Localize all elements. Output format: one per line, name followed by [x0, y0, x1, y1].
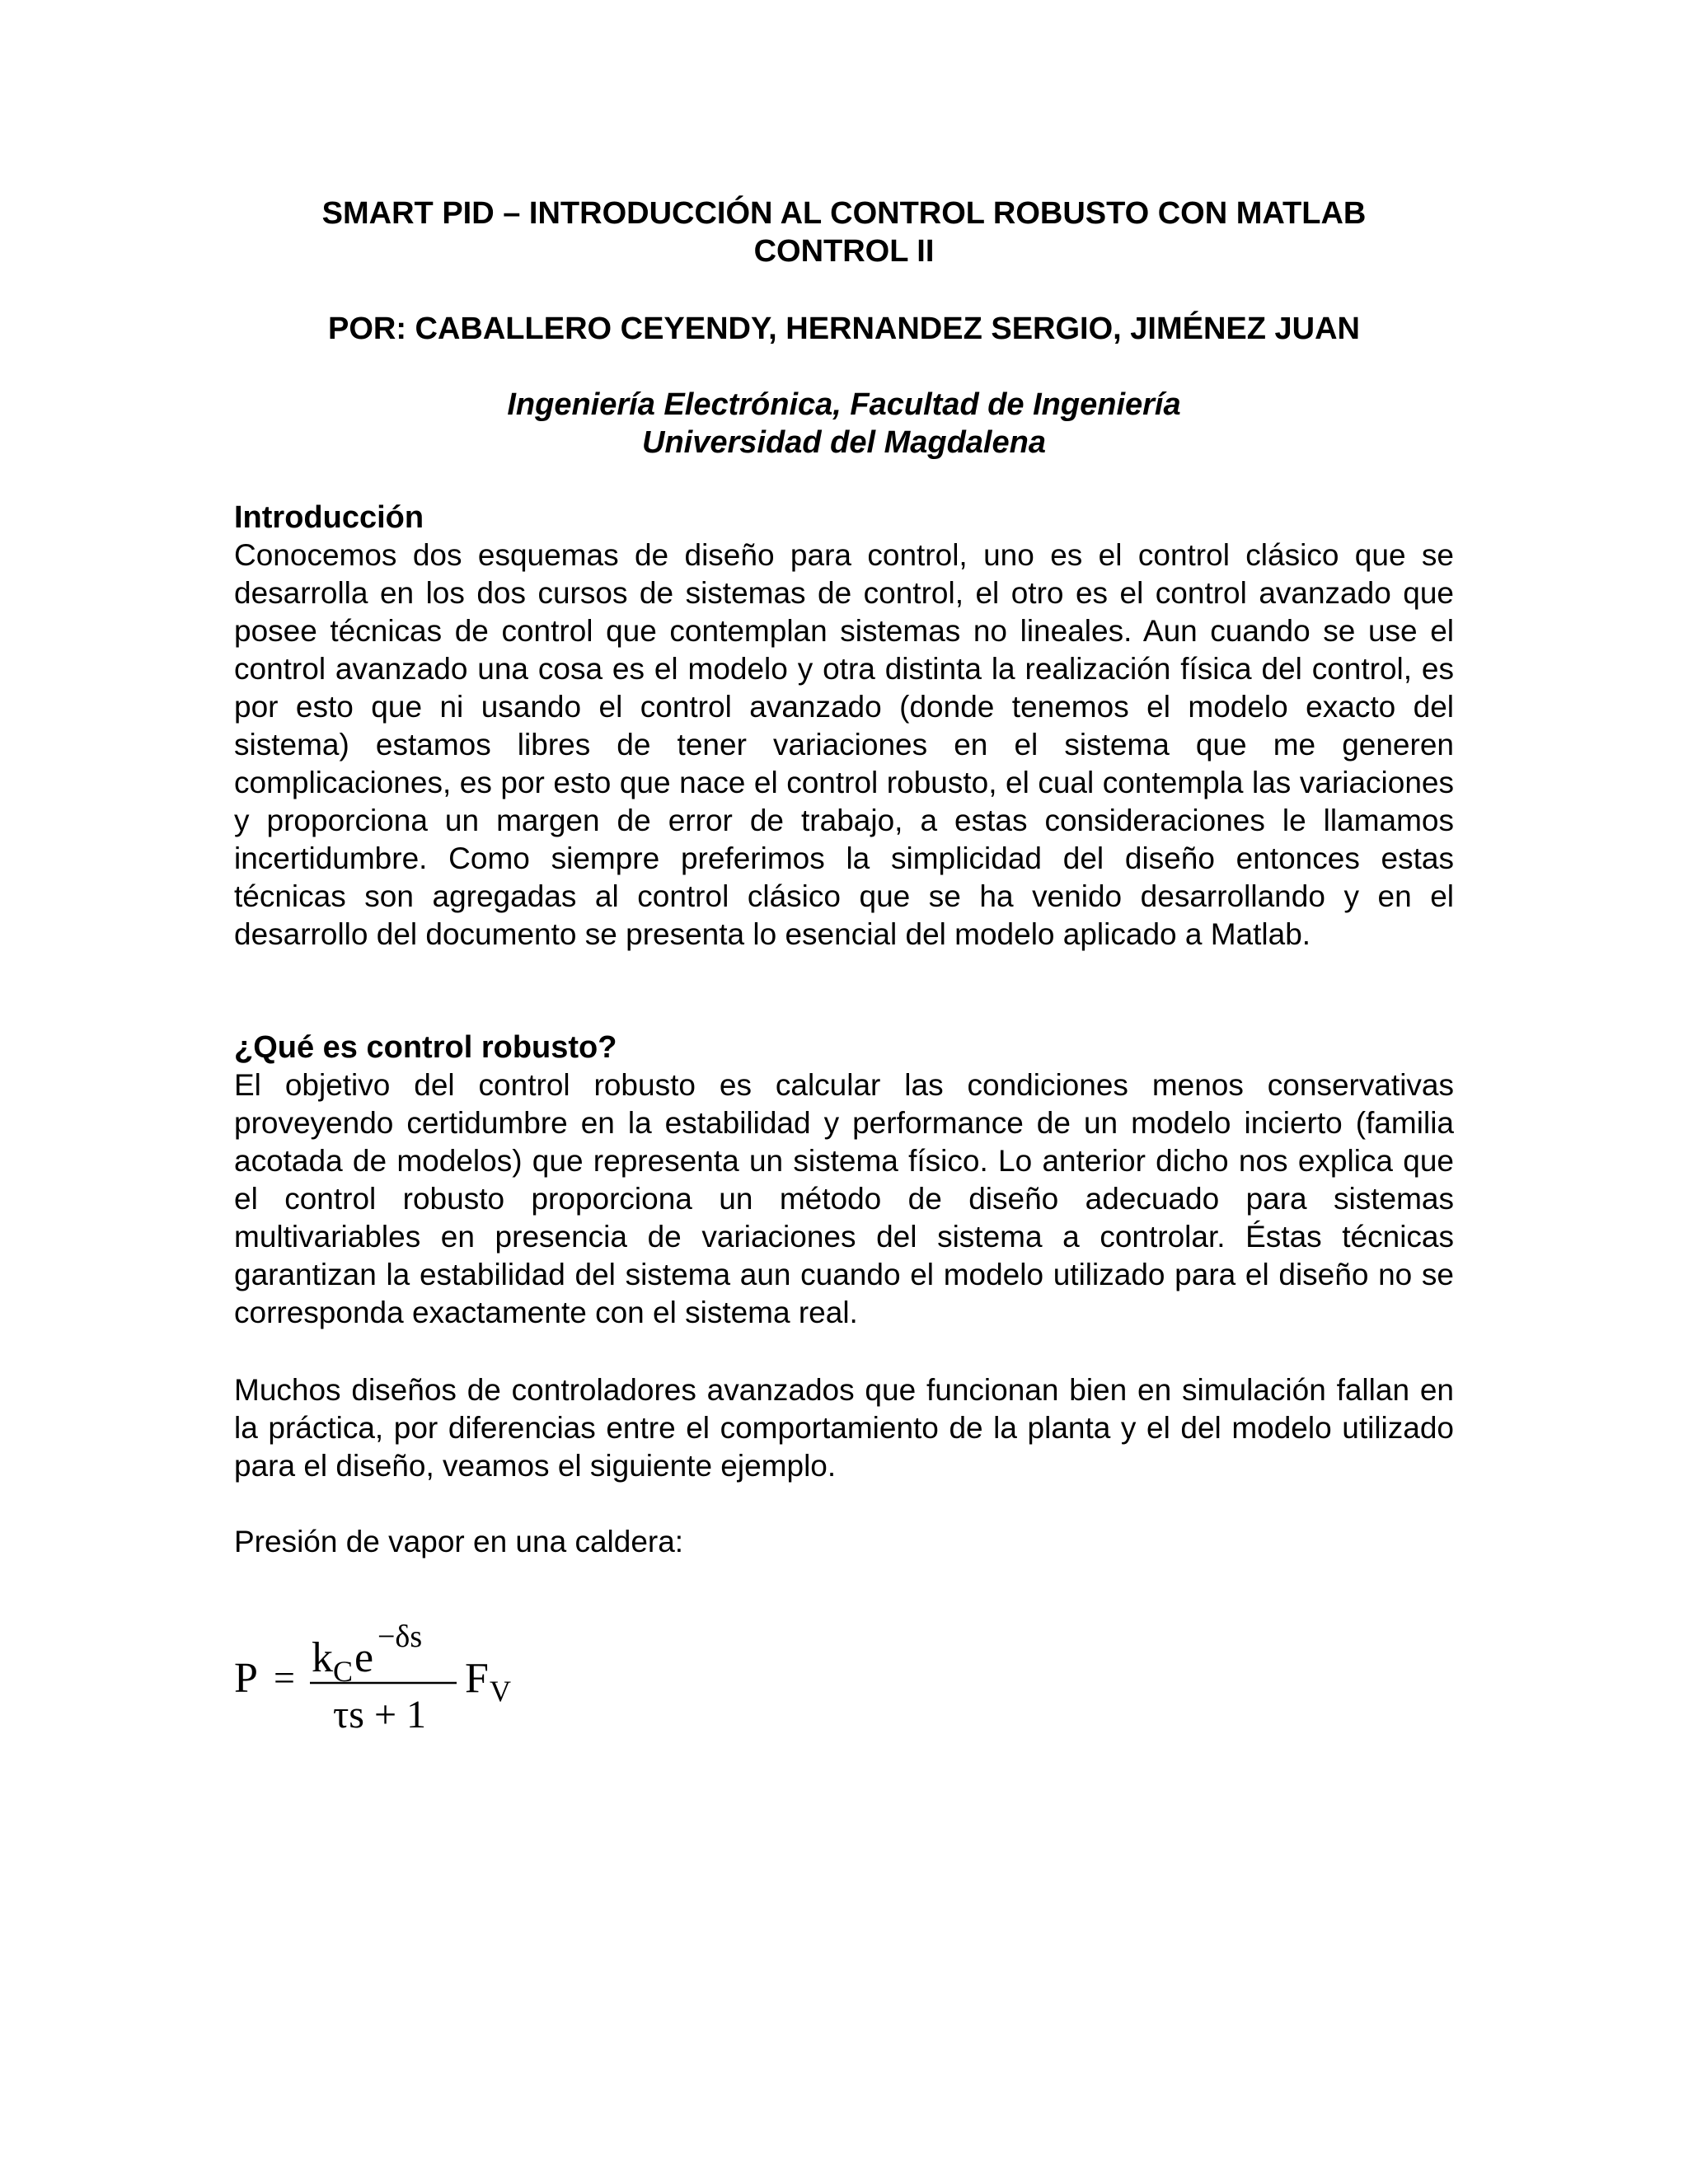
paragraph-introduccion: Conocemos dos esquemas de diseño para control, uno es el control clásico que se desarrolla en los dos cursos de sistemas de control, el otro es el control avanzado que posee técnicas de control que contemplan sistemas no lineales. Aun cuando se use el control avanzado una cosa es el modelo y otra distinta la realización física del control, es por esto que ni usando el control avanzado (donde tenemos el modelo exacto del sistema) estamos libres de tener variaciones en el sistema que me generen complicaciones, es por esto que nace el control robusto, el cual contempla las variaciones y proporciona un margen de error de trabajo, a estas consideraciones le llamamos incertidumbre. Como siempre preferimos la simplicidad del diseño entonces estas técnicas son agregadas al control clásico que se ha venido desarrollando y en el desarrollo del documento se presenta lo esencial del modelo aplicado a Matlab.: [234, 538, 1454, 951]
document-title: SMART PID – INTRODUCCIÓN AL CONTROL ROBUSTO CON MATLAB: [321, 196, 1367, 231]
equation-rhs-F: F: [465, 1655, 489, 1702]
equation-numerator-k-subscript: C: [333, 1655, 354, 1688]
equation-lhs: P: [234, 1655, 258, 1702]
authors-line: POR: CABALLERO CEYENDY, HERNANDEZ SERGIO, JIMÉNEZ JUAN: [327, 312, 1360, 346]
section-heading-control-robusto: ¿Qué es control robusto?: [234, 1030, 617, 1065]
section-heading-introduccion: Introducción: [234, 500, 424, 535]
paragraph-presion-vapor: Presión de vapor en una caldera:: [234, 1525, 684, 1558]
equation-svg: [232, 1607, 546, 1755]
equation-equals: =: [274, 1657, 295, 1699]
equation-presion-vapor: [232, 1607, 546, 1755]
paragraph-muchos-disenos: Muchos diseños de controladores avanzados que funcionan bien en simulación fallan en la práctica, por diferencias entre el comportamiento de la planta y el del modelo utilizado para el diseño, veamos el siguiente ejemplo.: [234, 1373, 1454, 1483]
document-subtitle: CONTROL II: [753, 234, 935, 269]
equation-numerator-k: k: [312, 1634, 333, 1681]
paragraph-control-robusto: El objetivo del control robusto es calcular las condiciones menos conservativas proveyendo certidumbre en la estabilidad y performance de un modelo incierto (familia acotada de modelos) que representa un sistema físico. Lo anterior dicho nos explica que el control robusto proporciona un método de diseño adecuado para sistemas multivariables en presencia de variaciones del sistema a controlar. Éstas técnicas garantizan la estabilidad del sistema aun cuando el modelo utilizado para el diseño no se corresponda exactamente con el sistema real.: [234, 1068, 1454, 1329]
equation-rhs-F-subscript: V: [490, 1675, 511, 1708]
equation-numerator-exponent: −δs: [377, 1619, 423, 1654]
equation-denominator: τs + 1: [333, 1693, 427, 1736]
affiliation-faculty: Ingeniería Electrónica, Facultad de Ingeniería: [507, 387, 1181, 422]
equation-numerator-e: e: [354, 1634, 374, 1681]
affiliation-university: Universidad del Magdalena: [642, 425, 1046, 460]
